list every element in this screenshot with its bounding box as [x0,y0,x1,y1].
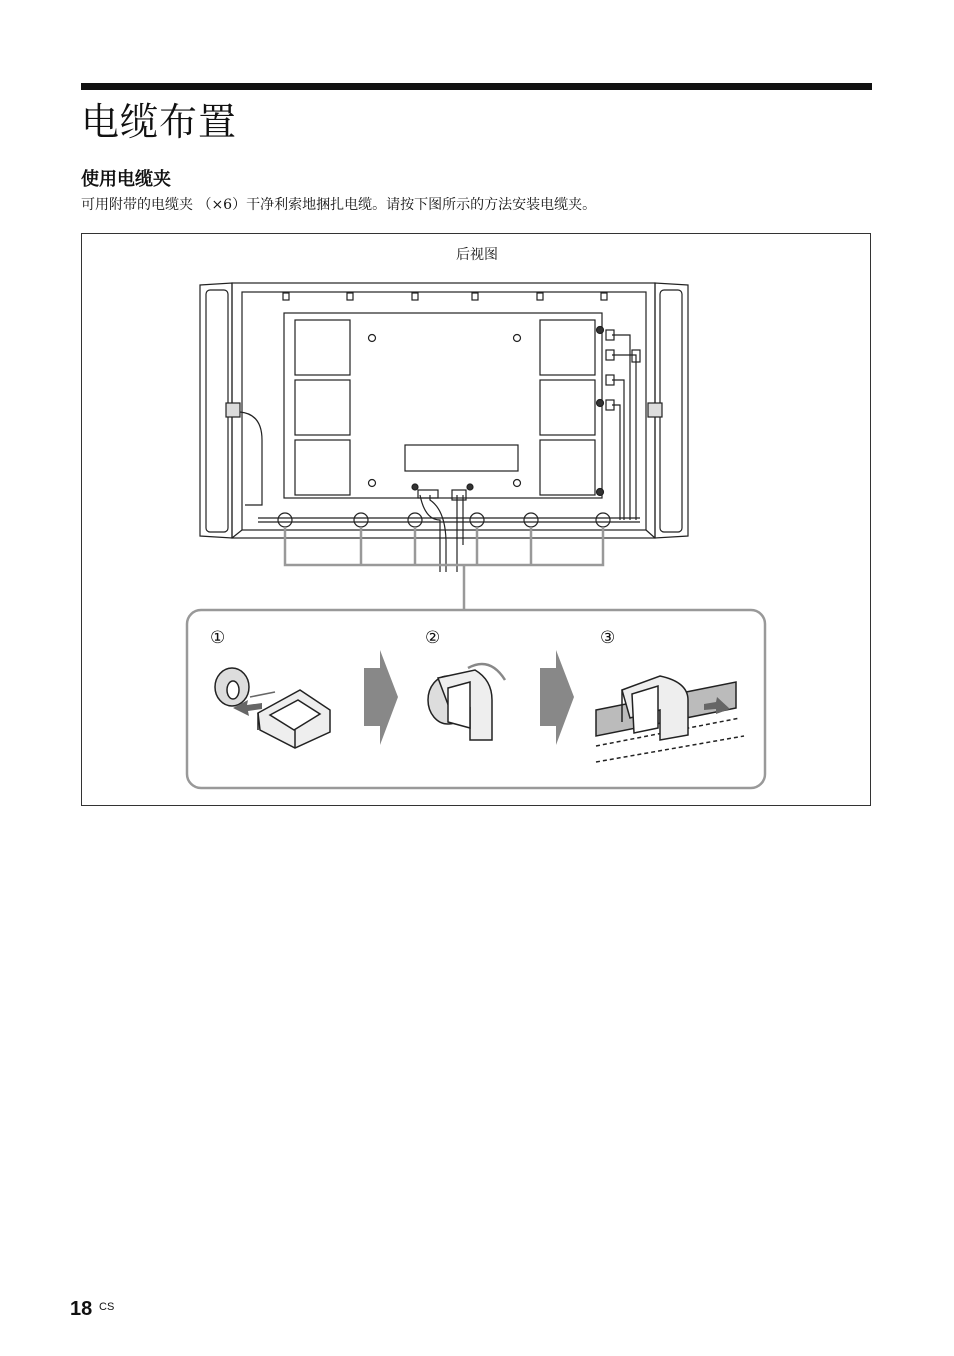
label-plate [405,445,518,471]
step-arrow-2 [540,650,574,745]
cable-clip-1 [278,513,292,527]
page-title: 电缆布置 [81,100,238,144]
step-label-1: ① [210,628,226,648]
left-handle [226,403,240,417]
cable-clip-2 [354,513,368,527]
figure-caption: 后视图 [456,247,498,263]
vent-right-1 [540,320,595,375]
cable-clip-4 [470,513,484,527]
page-number: 18 [70,1298,93,1320]
vent-right-2 [540,380,595,435]
cable-clip-5 [524,513,538,527]
vent-left-3 [295,440,350,495]
page-suffix: CS [99,1301,115,1313]
step-label-3: ③ [600,628,616,648]
step-arrow-1 [364,650,398,745]
clip-rotate-illustration [428,664,505,740]
vent-left-1 [295,320,350,375]
right-handle [648,403,662,417]
vent-left-2 [295,380,350,435]
section-heading: 使用电缆夹 [81,169,171,190]
vent-right-3 [540,440,595,495]
instruction-text: 可用附带的电缆夹 （×6）干净利索地捆扎电缆。请按下图所示的方法安装电缆夹。 [81,197,597,213]
callout-bracket [285,527,603,565]
clip-insert-illustration [215,668,330,748]
step-label-2: ② [425,628,441,648]
cable-clip-6 [596,513,610,527]
cable-clamp-illustration [596,676,744,762]
cable-clip-3 [408,513,422,527]
